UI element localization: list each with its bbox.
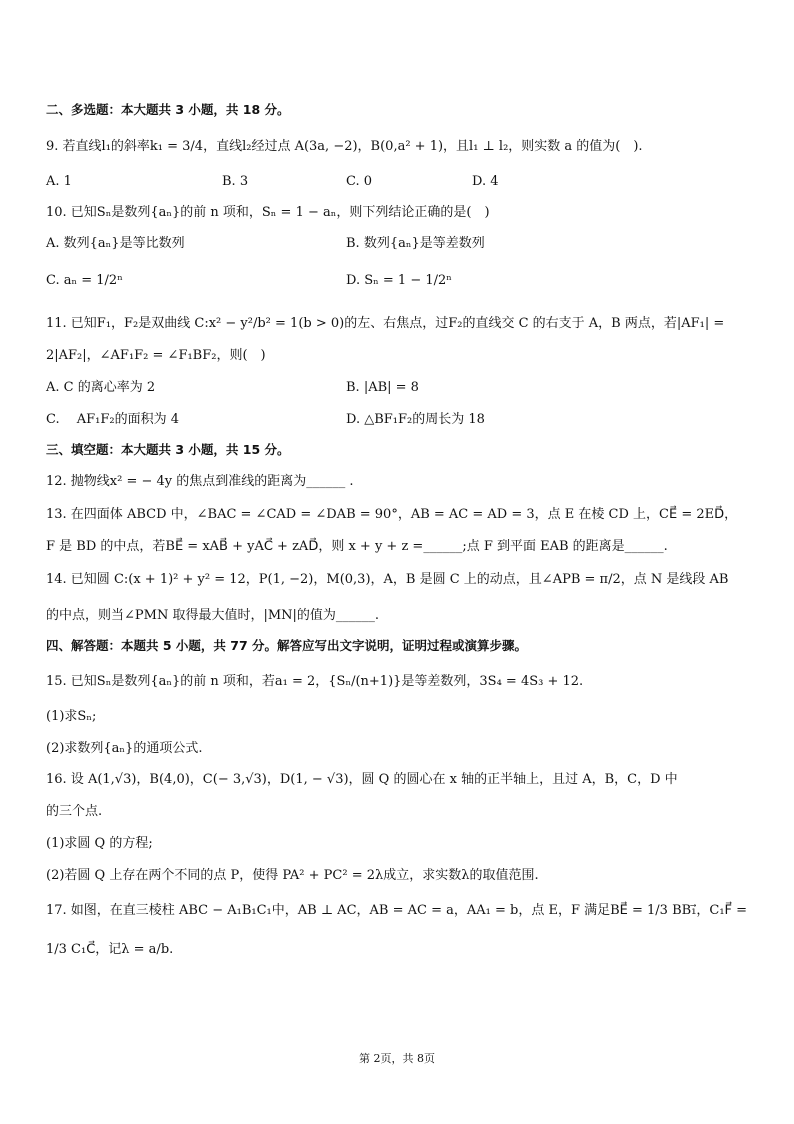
page-footer: 第 2页，共 8页 xyxy=(359,1052,435,1065)
q11-option-a: A. C 的离心率为 2 xyxy=(46,380,156,395)
question-16-part2: (2)若圆 Q 上存在两个不同的点 P，使得 PA² + PC² = 2λ成立，求实数λ的取值范围. xyxy=(46,868,539,883)
section-fill-in-heading: 三、填空题：本大题共 3 小题，共 15 分。 xyxy=(46,442,290,457)
question-15-part1: (1)求Sₙ; xyxy=(46,709,97,724)
q11-option-c: C. AF₁F₂的面积为 4 xyxy=(46,412,180,427)
question-11-stem-line2: 2|AF₂|，∠AF₁F₂ = ∠F₁BF₂，则( ) xyxy=(46,348,266,363)
q10-option-c: C. aₙ = 1/2ⁿ xyxy=(46,273,123,288)
question-13-line2: F 是 BD 的中点，若BE⃗ = xAB⃗ + yAC⃗ + zAD⃗，则 x + y + z =______;点 F 到平面 EAB 的距离是______. xyxy=(46,539,668,554)
q10-option-a: A. 数列{aₙ}是等比数列 xyxy=(46,236,185,251)
question-12: 12. 抛物线x² = − 4y 的焦点到准线的距离为______ . xyxy=(46,474,354,489)
q9-option-a: A. 1 xyxy=(46,174,72,189)
question-10-stem: 10. 已知Sₙ是数列{aₙ}的前 n 项和，Sₙ = 1 − aₙ，则下列结论正确的是( ) xyxy=(46,205,490,220)
q10-option-d: D. Sₙ = 1 − 1/2ⁿ xyxy=(346,273,452,288)
question-15-part2: (2)求数列{aₙ}的通项公式. xyxy=(46,741,203,756)
q9-option-b: B. 3 xyxy=(222,174,249,189)
question-13-line1: 13. 在四面体 ABCD 中，∠BAC = ∠CAD = ∠DAB = 90°，AB = AC = AD = 3，点 E 在棱 CD 上，CE⃗ = 2ED⃗， xyxy=(46,507,738,522)
q9-option-c: C. 0 xyxy=(346,174,373,189)
q11-option-d: D. △BF₁F₂的周长为 18 xyxy=(346,412,485,427)
q11-option-b: B. |AB| = 8 xyxy=(346,380,419,395)
question-14-line2: 的中点，则当∠PMN 取得最大值时，|MN|的值为______. xyxy=(46,608,380,623)
question-16-line1: 16. 设 A(1,√3)，B(4,0)，C(− 3,√3)，D(1, − √3)，圆 Q 的圆心在 x 轴的正半轴上，且过 A，B，C，D 中 xyxy=(46,772,678,787)
question-17-line1: 17. 如图，在直三棱柱 ABC − A₁B₁C₁中，AB ⊥ AC，AB = AC = a，AA₁ = b，点 E，F 满足BE⃗ = 1/3 BB₁⃗，C₁F⃗ = xyxy=(46,903,748,918)
question-9-stem: 9. 若直线l₁的斜率k₁ = 3/4，直线l₂经过点 A(3a, −2)，B(0,a² + 1)，且l₁ ⊥ l₂，则实数 a 的值为( ). xyxy=(46,139,643,154)
section-multiple-choice-heading: 二、多选题：本大题共 3 小题，共 18 分。 xyxy=(46,102,290,117)
q10-option-b: B. 数列{aₙ}是等差数列 xyxy=(346,236,485,251)
q9-option-d: D. 4 xyxy=(472,174,499,189)
section-solution-heading: 四、解答题：本题共 5 小题，共 77 分。解答应写出文字说明，证明过程或演算步骤。 xyxy=(46,638,528,653)
question-16-part1: (1)求圆 Q 的方程; xyxy=(46,836,153,851)
question-14-line1: 14. 已知圆 C:(x + 1)² + y² = 12，P(1, −2)，M(0,3)，A，B 是圆 C 上的动点，且∠APB = π/2，点 N 是线段 AB xyxy=(46,572,729,587)
question-11-stem-line1: 11. 已知F₁，F₂是双曲线 C:x² − y²/b² = 1(b > 0)的左、右焦点，过F₂的直线交 C 的右支于 A，B 两点，若|AF₁| = xyxy=(46,316,725,331)
question-17-line2: 1/3 C₁C⃗，记λ = a/b. xyxy=(46,942,174,957)
question-15-stem: 15. 已知Sₙ是数列{aₙ}的前 n 项和，若a₁ = 2，{Sₙ/(n+1)}是等差数列，3S₄ = 4S₃ + 12. xyxy=(46,674,584,689)
question-16-line2: 的三个点. xyxy=(46,804,103,819)
